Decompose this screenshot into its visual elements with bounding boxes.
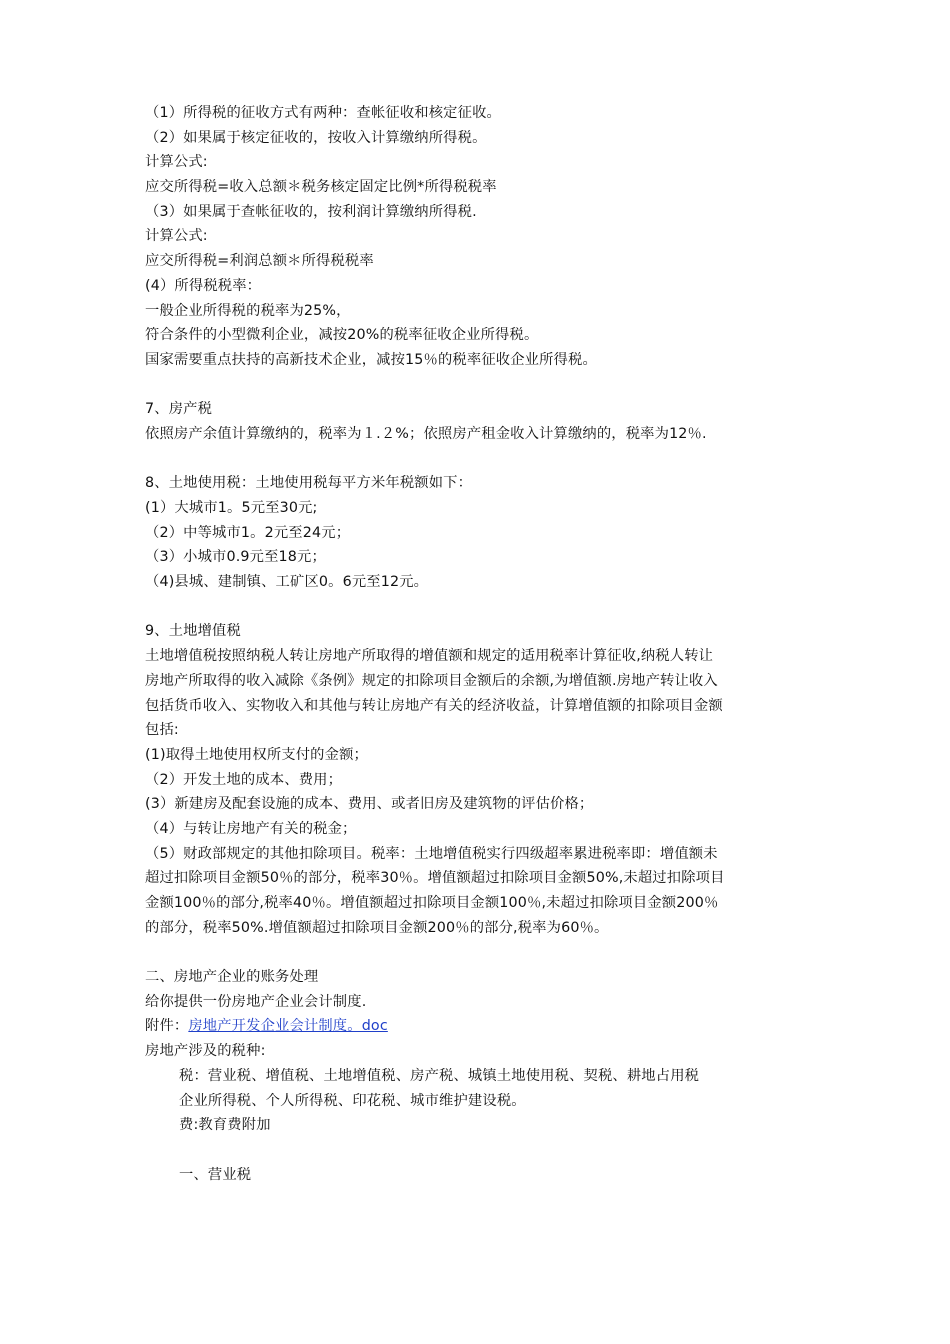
paragraph-line: 一般企业所得税的税率为25%， (145, 302, 351, 319)
paragraph-line: 计算公式: (145, 228, 208, 245)
tax-list-line: 企业所得税、个人所得税、印花税、城市维护建设税。 (179, 1092, 526, 1109)
paragraph-line: 包括货币收入、实物收入和其他与转让房地产有关的经济收益，计算增值额的扣除项目金额 (145, 697, 723, 714)
paragraph-line: 房地产涉及的税种: (145, 1043, 266, 1060)
paragraph-line: 给你提供一份房地产企业会计制度. (145, 993, 367, 1010)
section-heading: 二、房地产企业的账务处理 (145, 969, 319, 986)
list-item: (1）大城市1。5元至30元; (145, 500, 318, 516)
paragraph-line: 房地产所取得的收入减除《条例》规定的扣除项目金额后的余额,为增值额.房地产转让收入 (145, 672, 718, 689)
paragraph-line: 金额100％的部分,税率40％。增值额超过扣除项目金额100％,未超过扣除项目金额200％ (145, 895, 719, 911)
paragraph-line: (4）所得税税率： (145, 277, 262, 294)
spacer (145, 373, 813, 398)
fee-line: 费:教育费附加 (179, 1117, 271, 1134)
paragraph-line: 依照房产余值计算缴纳的，税率为１.２%；依照房产租金收入计算缴纳的，税率为12％. (145, 425, 707, 442)
paragraph-line: （1）所得税的征收方式有两种：查帐征收和核定征收。 (145, 105, 501, 121)
attachment-link[interactable]: 房地产开发企业会计制度。doc (188, 1018, 388, 1035)
paragraph-line: （3）如果属于查帐征收的，按利润计算缴纳所得税. (145, 203, 477, 220)
land-use-tax-section (145, 471, 813, 594)
attachment-line (145, 1014, 813, 1039)
land-vat-section (145, 619, 813, 940)
spacer (145, 447, 813, 472)
section-heading: 7、房产税 (145, 401, 213, 418)
paragraph-line: 的部分，税率50%.增值额超过扣除项目金额200％的部分,税率为60％。 (145, 919, 609, 936)
section-subheading: 一、营业税 (179, 1166, 252, 1183)
accounting-section (145, 965, 813, 1187)
paragraph-line: 土地增值税按照纳税人转让房地产所取得的增值额和规定的适用税率计算征收,纳税人转让 (145, 648, 714, 665)
tax-list-line: 税：营业税、增值税、土地增值税、房产税、城镇土地使用税、契税、耕地占用税 (179, 1067, 700, 1084)
document-page (145, 101, 813, 1187)
section-heading: 9、土地增值税 (145, 623, 241, 640)
paragraph-line: 超过扣除项目金额50％的部分，税率30％。增值额超过扣除项目金额50%,未超过扣除项目 (145, 870, 725, 887)
paragraph-line: （2）如果属于核定征收的，按收入计算缴纳所得税。 (145, 129, 487, 146)
attachment-label: 附件： (145, 1018, 189, 1035)
spacer (145, 940, 813, 965)
list-item: （2）中等城市1。2元至24元； (145, 524, 351, 541)
income-tax-section (145, 101, 813, 373)
list-item: （3）小城市0.9元至18元； (145, 549, 326, 566)
paragraph-line: 国家需要重点扶持的高新技术企业，减按15％的税率征收企业所得税。 (145, 351, 597, 368)
list-item: (3）新建房及配套设施的成本、费用、或者旧房及建筑物的评估价格； (145, 796, 594, 813)
paragraph-line: 计算公式: (145, 154, 208, 171)
spacer (145, 595, 813, 620)
list-item: （2）开发土地的成本、费用； (145, 771, 343, 788)
formula-line: 应交所得税=利润总额＊所得税税率 (145, 253, 374, 270)
property-tax-section (145, 397, 813, 446)
list-item: （4)县城、建制镇、工矿区0。6元至12元。 (145, 574, 429, 591)
formula-line: 应交所得税=收入总额＊税务核定固定比例*所得税税率 (145, 179, 497, 196)
spacer (145, 1138, 813, 1163)
list-item: （4）与转让房地产有关的税金； (145, 820, 357, 837)
section-heading: 8、土地使用税：土地使用税每平方米年税额如下： (145, 475, 473, 492)
list-item: (1)取得土地使用权所支付的金额； (145, 746, 368, 763)
paragraph-line: 包括: (145, 722, 179, 739)
paragraph-line: 符合条件的小型微利企业，减按20%的税率征收企业所得税。 (145, 327, 539, 344)
list-item: （5）财政部规定的其他扣除项目。税率：土地增值税实行四级超率累进税率即：增值额未 (145, 845, 718, 862)
